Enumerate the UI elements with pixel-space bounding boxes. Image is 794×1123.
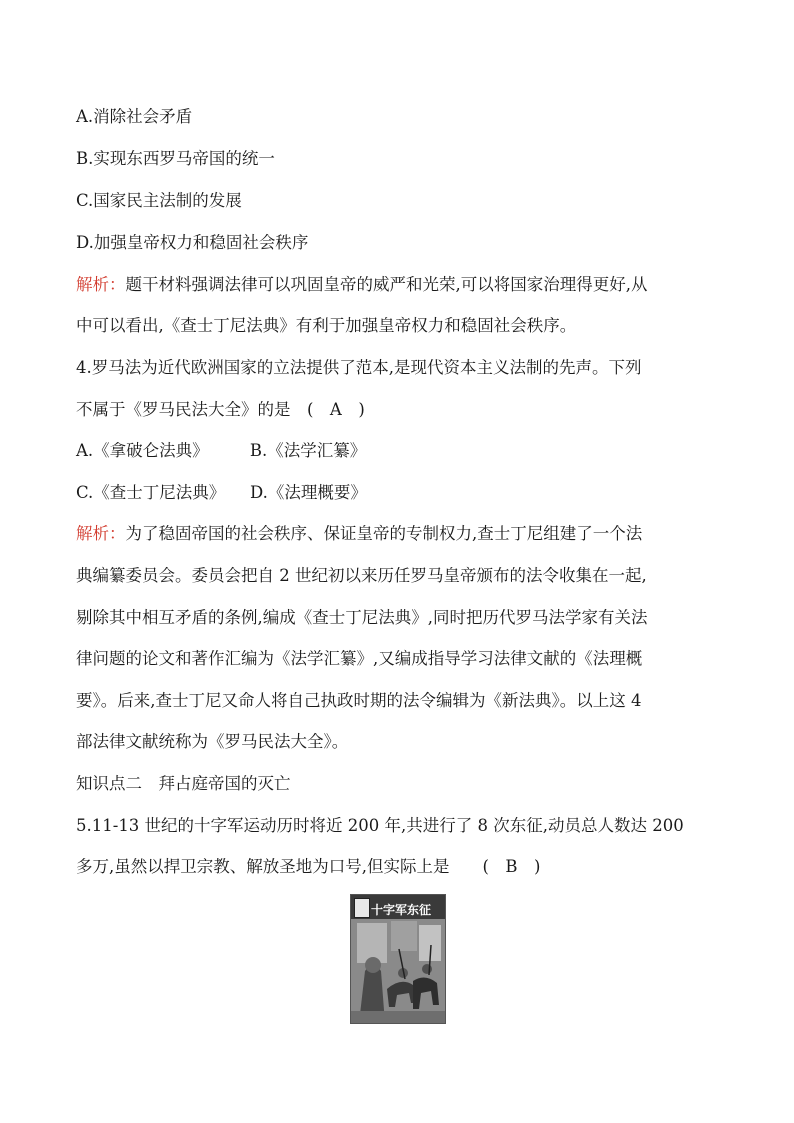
- q4-stem-line-2: 不属于《罗马民法大全》的是 ( A ): [76, 400, 365, 419]
- q5-stem-line-1: 5.11-13 世纪的十字军运动历时将近 200 年,共进行了 8 次东征,动员总人数达 200: [76, 816, 684, 835]
- q4-options-row-2: C.《查士丁尼法典》 D.《法理概要》: [76, 483, 367, 502]
- q3-option-d: D.加强皇帝权力和稳固社会秩序: [76, 233, 309, 252]
- q3-analysis-line-2: 中可以看出,《查士丁尼法典》有利于加强皇帝权力和稳固社会秩序。: [76, 316, 577, 335]
- section-heading: 知识点二 拜占庭帝国的灭亡: [76, 774, 291, 793]
- series-logo: [354, 898, 370, 918]
- q4-analysis-text: 为了稳固帝国的社会秩序、保证皇帝的专制权力,查士丁尼组建了一个法: [125, 524, 643, 543]
- q3-analysis-line-1: [76, 274, 648, 296]
- cover-illustration: [351, 919, 445, 1023]
- q3-option-b: B.实现东西罗马帝国的统一: [76, 149, 275, 168]
- q5-stem-line-2: 多万,虽然以捍卫宗教、解放圣地为口号,但实际上是 ( B ): [76, 857, 541, 876]
- cover-banner: [351, 895, 445, 919]
- crusades-book-cover: [350, 894, 446, 1024]
- q4-analysis-line-6: 部法律文献统称为《罗马民法大全》。: [76, 732, 349, 751]
- q3-option-a: A.消除社会矛盾: [76, 107, 193, 126]
- analysis-label: 解析：: [76, 275, 126, 294]
- q3-analysis-text: 题干材料强调法律可以巩固皇帝的威严和光荣,可以将国家治理得更好,从: [125, 275, 648, 294]
- q4-analysis-line-5: 要》。后来,查士丁尼又命人将自己执政时期的法令编辑为《新法典》。以上这 4: [76, 691, 642, 710]
- q3-option-c: C.国家民主法制的发展: [76, 191, 242, 210]
- q4-analysis-line-1: [76, 523, 642, 545]
- q4-analysis-line-4: 律问题的论文和著作汇编为《法学汇纂》,又编成指导学习法律文献的《法理概: [76, 649, 643, 668]
- q4-options-row-1: A.《拿破仑法典》 B.《法学汇纂》: [76, 441, 367, 460]
- q4-stem-line-1: 4.罗马法为近代欧洲国家的立法提供了范本,是现代资本主义法制的先声。下列: [76, 358, 642, 377]
- q4-analysis-line-2: 典编纂委员会。委员会把自 2 世纪初以来历任罗马皇帝颁布的法令收集在一起,: [76, 566, 647, 585]
- q4-analysis-line-3: 剔除其中相互矛盾的条例,编成《查士丁尼法典》,同时把历代罗马法学家有关法: [76, 608, 648, 627]
- cover-title: 十字军东征: [371, 903, 432, 917]
- analysis-label: 解析：: [76, 524, 126, 543]
